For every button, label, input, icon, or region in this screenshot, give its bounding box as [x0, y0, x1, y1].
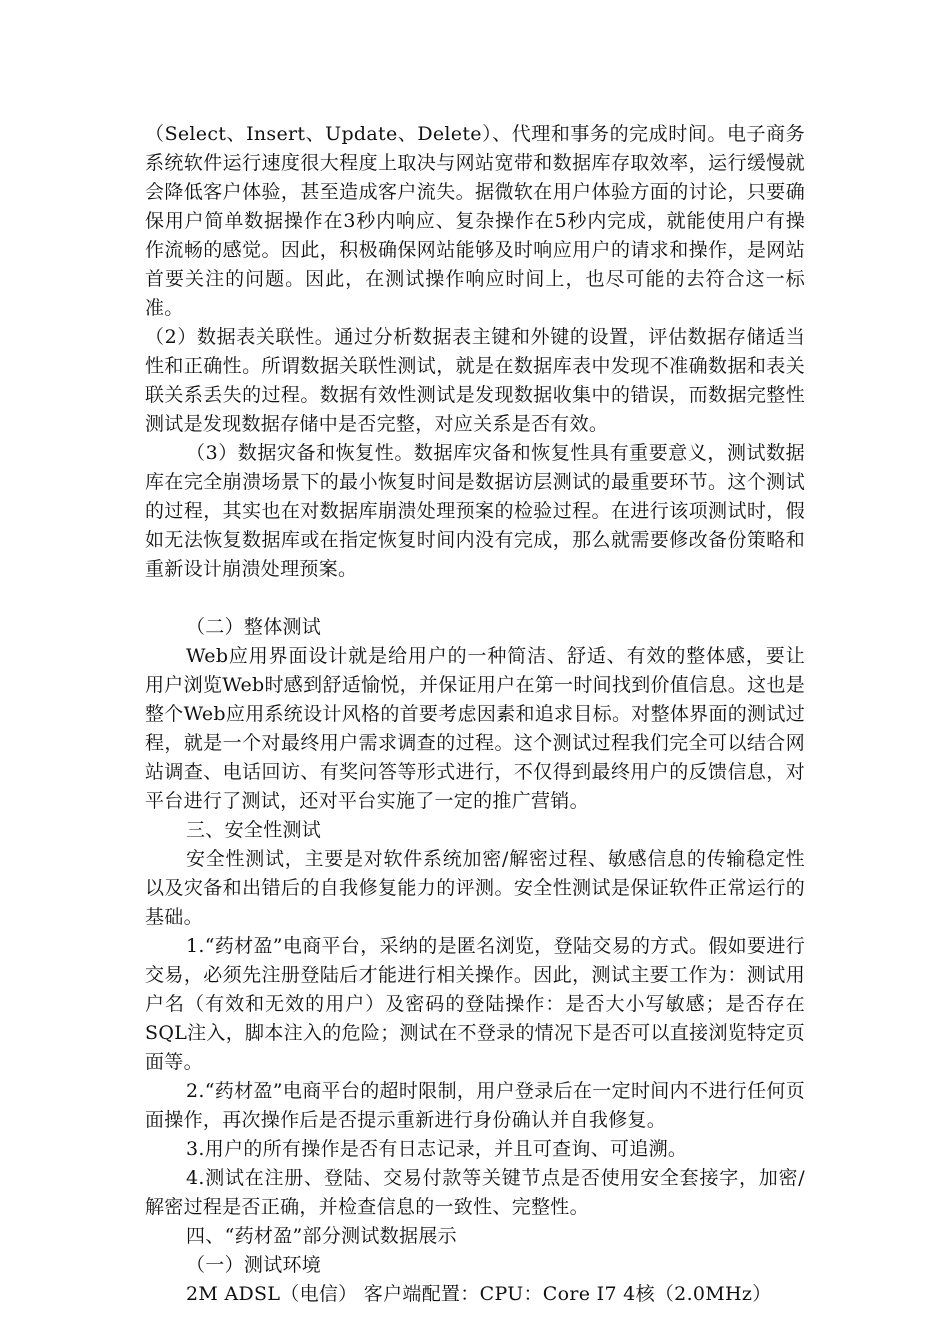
paragraph-security-item-3: 3.用户的所有操作是否有日志记录，并且可查询、可追溯。 [186, 1138, 688, 1160]
heading-test-data: 四、“药材盈”部分测试数据展示 [186, 1225, 457, 1247]
document-body [145, 120, 805, 1309]
paragraph-overall-test: Web应用界面设计就是给用户的一种简洁、舒适、有效的整体感，要让用户浏览Web时感到舒适愉悦，并保证用户在第一时间找到价值信息。这也是整个Web应用系统设计风格的首要考虑因素和追求目标。对整体界面的测试过程，就是一个对最终用户需求调查的过程。这个测试过程我们完全可以结合网站调查、电话回访、有奖问答等形式进行，不仅得到最终用户的反馈信息，对平台进行了测试，还对平台实施了一定的推广营销。 [145, 645, 805, 812]
heading-overall-test: （二）整体测试 [186, 616, 322, 638]
heading-test-environment: （一）测试环境 [186, 1254, 322, 1276]
paragraph-security-item-1: 1.“药材盈”电商平台，采纳的是匿名浏览，登陆交易的方式。假如要进行交易，必须先注册登陆后才能进行相关操作。因此，测试主要工作为：测试用户名（有效和无效的用户）及密码的登陆操作：是否大小写敏感；是否存在SQL注入，脚本注入的危险；测试在不登录的情况下是否可以直接浏览特定页面等。 [145, 935, 805, 1073]
heading-security-test: 三、安全性测试 [186, 819, 322, 841]
paragraph-table-relevance: （2）数据表关联性。通过分析数据表主键和外键的设置，评估数据存储适当性和正确性。所谓数据关联性测试，就是在数据库表中发现不准确数据和表关联关系丢失的过程。数据有效性测试是发现数据收集中的错误，而数据完整性测试是发现数据存储中是否完整，对应关系是否有效。 [145, 326, 805, 435]
blank-line [145, 584, 805, 613]
paragraph-disaster-recovery: （3）数据灾备和恢复性。数据库灾备和恢复性具有重要意义，测试数据库在完全崩溃场景下的最小恢复时间是数据访层测试的最重要环节。这个测试的过程，其实也在对数据库崩溃处理预案的检验过程。在进行该项测试时，假如无法恢复数据库或在指定恢复时间内没有完成，那么就需要修改备份策略和重新设计崩溃处理预案。 [145, 442, 805, 580]
paragraph-response-time: （Select、Insert、Update、Delete）、代理和事务的完成时间。电子商务系统软件运行速度很大程度上取决与网站宽带和数据库存取效率，运行缓慢就会降低客户体验，甚至造成客户流失。据微软在用户体验方面的讨论，只要确保用户简单数据操作在3秒内响应、复杂操作在5秒内完成，就能使用户有操作流畅的感觉。因此，积极确保网站能够及时响应用户的请求和操作，是网站首要关注的问题。因此，在测试操作响应时间上，也尽可能的去符合这一标准。 [145, 123, 805, 319]
paragraph-security-item-4: 4.测试在注册、登陆、交易付款等关键节点是否使用安全套接字，加密/解密过程是否正确，并检查信息的一致性、完整性。 [145, 1167, 805, 1218]
paragraph-test-environment: 2M ADSL（电信） 客户端配置：CPU：Core I7 4核（2.0MHz） [186, 1283, 772, 1305]
paragraph-security-item-2: 2.“药材盈”电商平台的超时限制，用户登录后在一定时间内不进行任何页面操作，再次操作后是否提示重新进行身份确认并自我修复。 [145, 1080, 805, 1131]
paragraph-security-intro: 安全性测试，主要是对软件系统加密/解密过程、敏感信息的传输稳定性以及灾备和出错后的自我修复能力的评测。安全性测试是保证软件正常运行的基础。 [145, 848, 805, 928]
